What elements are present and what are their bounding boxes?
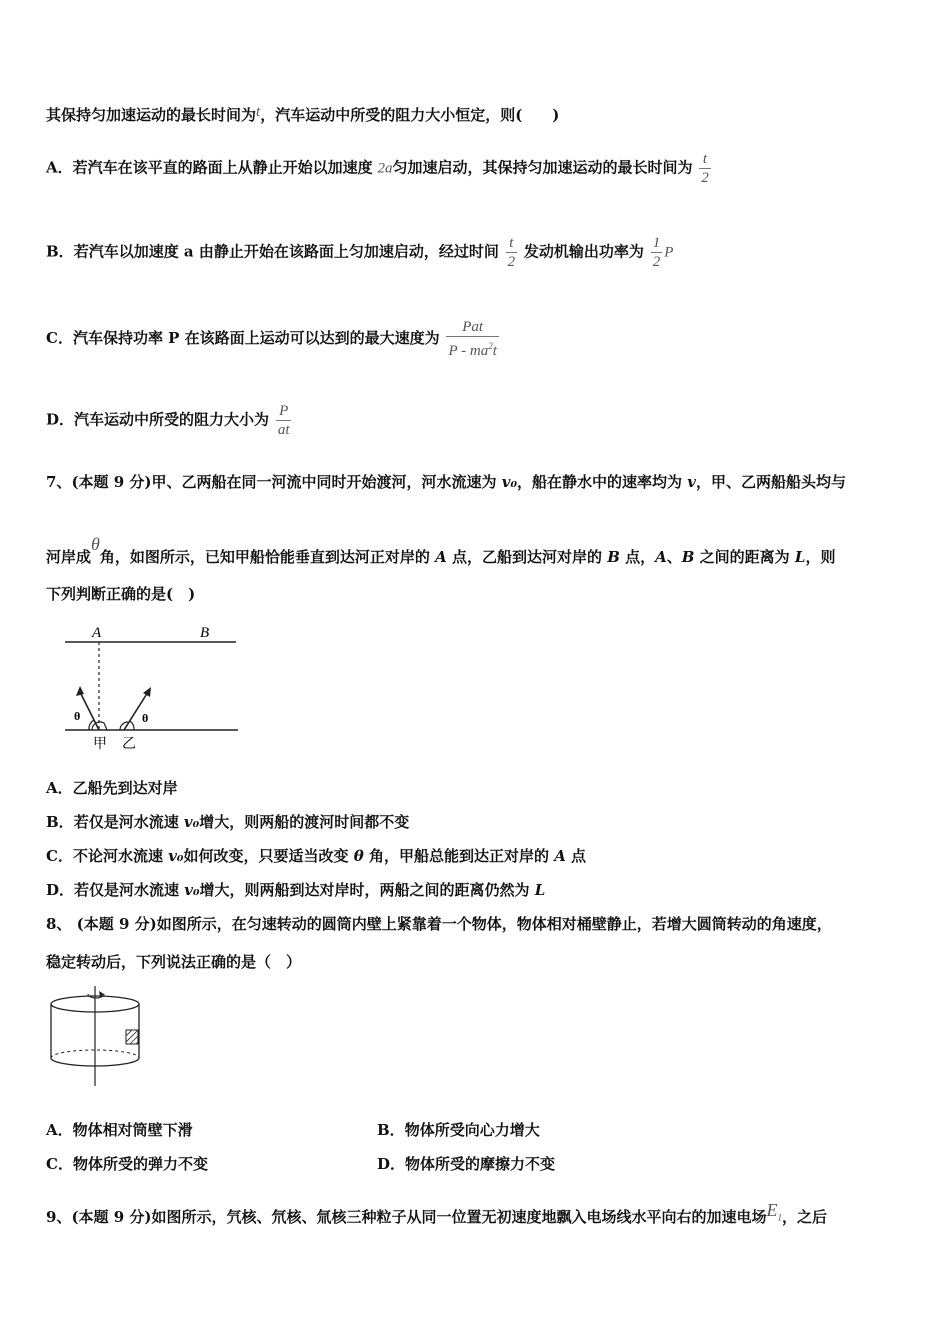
q9-stem-line1: 9、(本题 9 分)如图所示，氕核、氘核、氚核三种粒子从同一位置无初速度地飘入电场线水平向右的加速电场$E_1$，之后 [46,1200,828,1226]
fraction: $\frac{P}{at}$ [277,403,290,438]
q7-option-a: A．乙船先到达对岸 [46,779,178,797]
q6-option-c: C．汽车保持功率 P 在该路面上运动可以达到的最大速度为 $\frac{\text{Pat}}{P - ma^2t}$ [46,319,497,359]
point-a-label: A [92,625,102,641]
q8-option-a: A．物体相对筒壁下滑 [46,1121,193,1139]
q7-option-d: D．若仅是河水流速 v₀增大，则两船到达对岸时，两船之间的距离仍然为 L [46,881,546,899]
boat-yi-label: 乙 [122,737,136,752]
q6-option-b: B．若汽车以加速度 a 由静止开始在该路面上匀加速启动，经过时间 $\frac{t}{2}$ 发动机输出功率为 $\frac{1}{2}$ P [46,235,674,270]
q6-option-a: A．若汽车在该平直的路面上从静止开始以加速度 2a匀加速启动，其保持匀加速运动的最长时间为 $\frac{t}{2}$ [46,151,709,186]
q8-stem-line1: 8、 (本题 9 分)如图所示，在匀速转动的圆筒内壁上紧靠着一个物体，物体相对桶壁静止，若增大圆筒转动的角速度， [46,915,832,933]
q7-stem-line3: 下列判断正确的是( ) [46,585,196,603]
q7-option-b: B．若仅是河水流速 v₀增大，则两船的渡河时间都不变 [46,813,410,831]
theta-label-jia: θ [74,709,81,723]
q7-stem-line2: 河岸成θ角，如图所示，已知甲船恰能垂直到达河正对岸的 A 点，乙船到达河对岸的 B 点，A、B 之间的距离为 L，则 [46,534,836,566]
boat-jia-label: 甲 [93,737,107,752]
q8-option-b: B．物体所受向心力增大 [377,1121,540,1139]
cylinder-figure [46,984,146,1088]
fraction: $\frac{1}{2}$ [652,235,661,270]
q8-stem-line2: 稳定转动后，下列说法正确的是（ ） [46,953,302,971]
q6-option-d: D．汽车运动中所受的阻力大小为 $\frac{P}{at}$ [46,403,290,438]
fraction: $\frac{t}{2}$ [701,151,709,186]
fraction: $\frac{t}{2}$ [507,235,516,270]
q6-stem: 其保持匀加速运动的最长时间为t，汽车运动中所受的阻力大小恒定，则( ) [46,104,560,124]
q7-option-c: C．不论河水流速 v₀如何改变，只要适当改变 θ 角，甲船总能到达正对岸的 A 点 [46,847,587,865]
river-figure [60,622,245,752]
point-b-label: B [200,625,210,641]
q8-option-d: D．物体所受的摩擦力不变 [377,1155,556,1173]
fraction: $\frac{\text{Pat}}{P - ma^2t}$ [448,319,497,359]
q8-option-c: C．物体所受的弹力不变 [46,1155,208,1173]
q7-stem-line1: 7、(本题 9 分)甲、乙两船在同一河流中同时开始渡河，河水流速为 v₀，船在静水中的速率均为 v，甲、乙两船船头均与 [46,473,847,491]
theta-label-yi: θ [142,711,149,725]
